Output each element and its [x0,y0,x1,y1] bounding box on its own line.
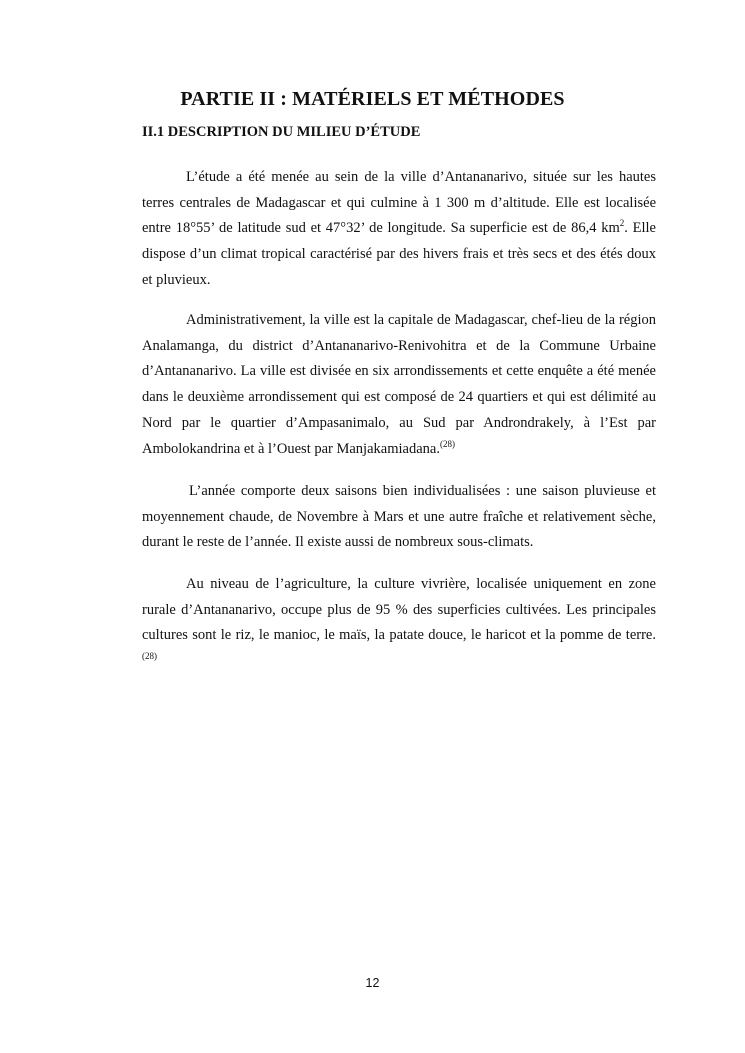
paragraph-agriculture [142,572,656,675]
superscript: 2 [619,218,625,229]
page-title: PARTIE II : MATÉRIELS ET MÉTHODES [180,88,565,110]
paragraph-text: L’étude a été menée au sein de la ville d’Antananarivo, située sur les hautes terres centrales de Madagascar et qui culmine à 1 300 m d’altitude. Elle est localisée entre 18°55’ de latitude sud et 47°32’ de longitude. Sa superficie est de 86,4 km [142,169,656,237]
citation-marker: (28) [439,438,455,449]
paragraph-text: Administrativement, la ville est la capitale de Madagascar, chef-lieu de la région Analamanga, du district d’Antananarivo-Renivohitra et de la Commune Urbaine d’Antananarivo. La ville est divisée en six arrondissements et cette enquête a été menée dans le deuxième arrondissement qui est composé de 24 quartiers et qui est délimité au Nord par le quartier d’Ampasanimalo, au Sud par Androndrakely, à l’Est par Ambolokandrina et à l’Ouest par Manjakamiadana. [142,312,656,457]
paragraph-text: Au niveau de l’agriculture, la culture vivrière, localisée uniquement en zone rurale d’Antananarivo, occupe plus de 95 % des superficies cultivées. Les principales cultures sont le riz, le manioc, le maïs, la patate douce, le haricot et la pomme de terre. [142,576,656,644]
paragraph-text: L’année comporte deux saisons bien individualisées : une saison pluvieuse et moyennement chaude, de Novembre à Mars et une autre fraîche et relativement sèche, durant le reste de l’année. Il existe aussi de nombreux sous-climats. [142,483,656,551]
paragraph-text: . Elle dispose d’un climat tropical caractérisé par des hivers frais et très secs et des étés doux et pluvieux. [142,220,656,288]
section-heading: II.1 DESCRIPTION DU MILIEU D’ÉTUDE [142,124,421,140]
page-number: 12 [365,976,380,990]
citation-marker: (28) [142,651,157,662]
paragraph-administration [142,308,656,462]
paragraph-seasons [142,479,656,556]
paragraph-study-location [142,165,656,294]
